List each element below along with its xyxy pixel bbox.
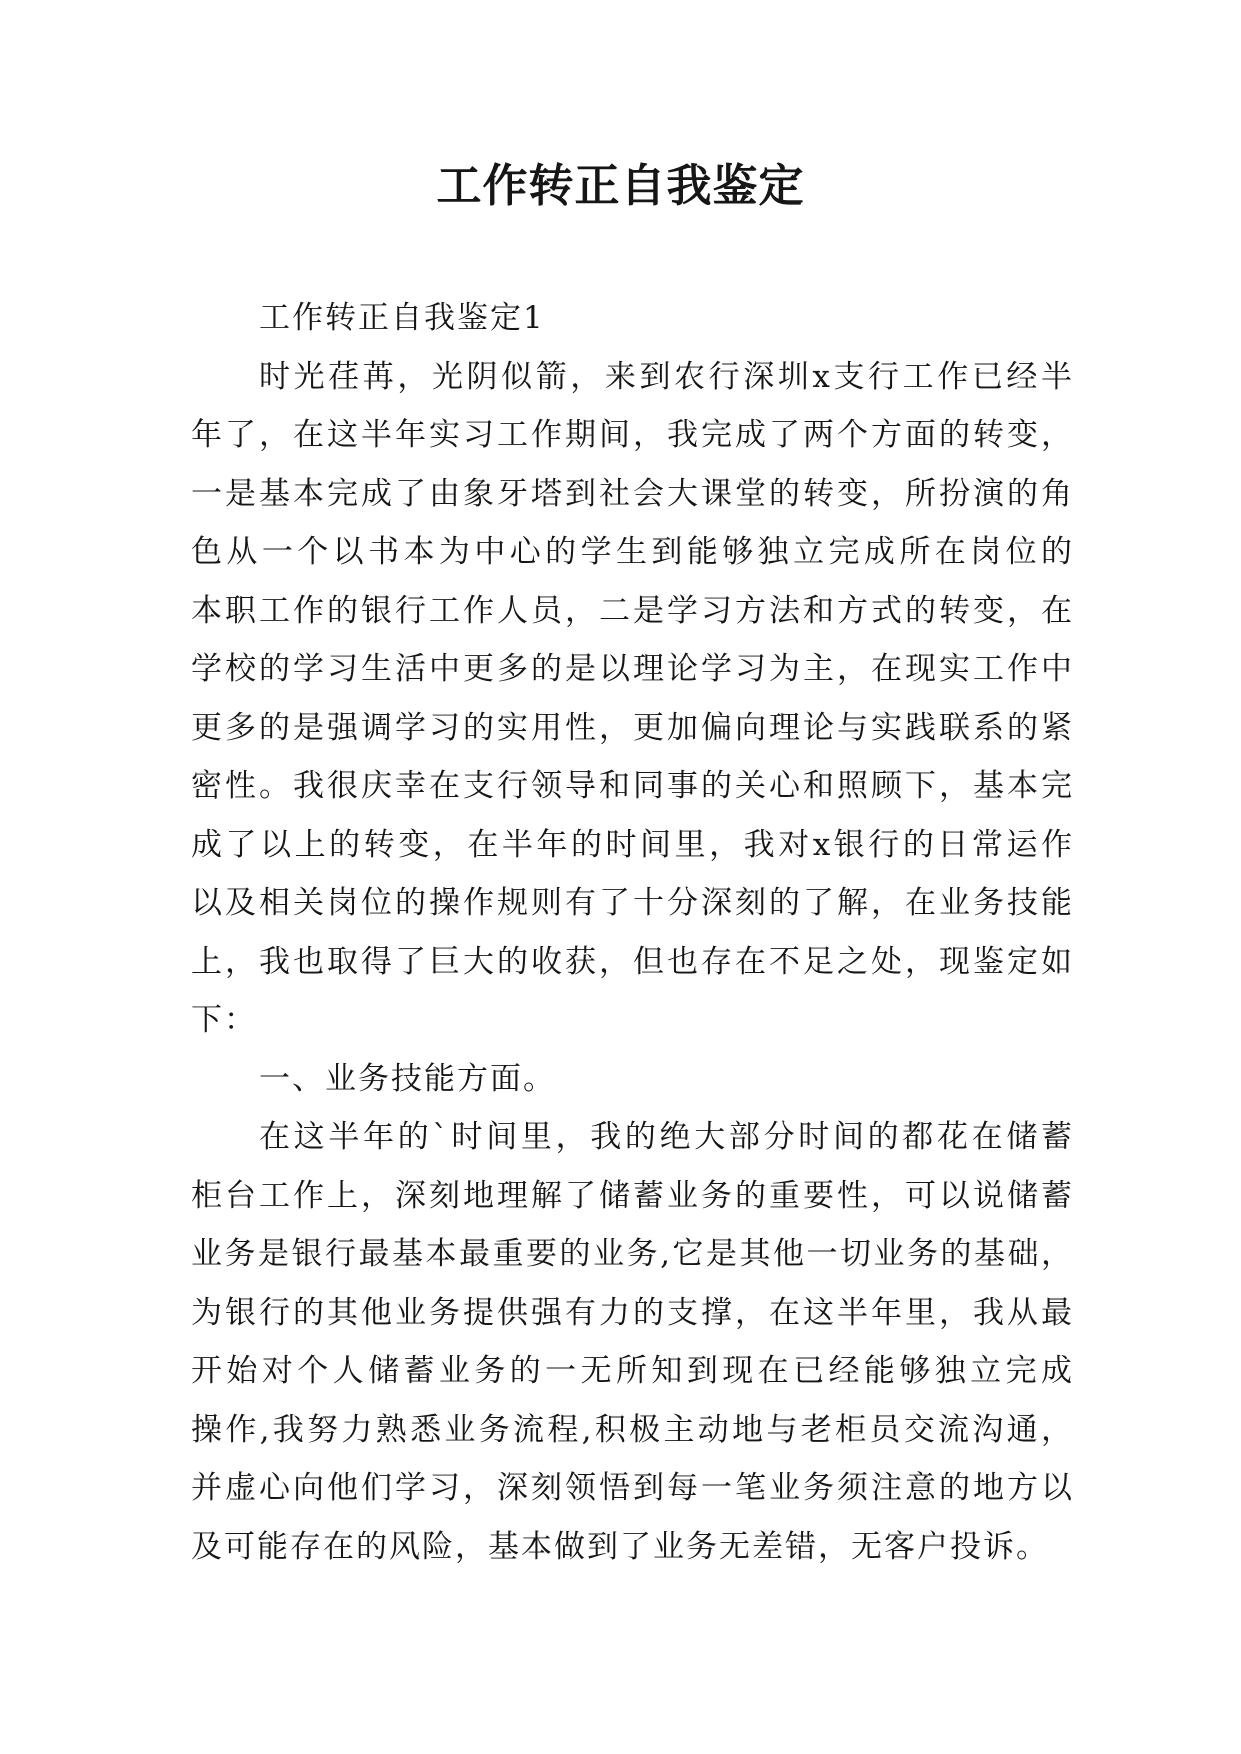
subtitle [191, 289, 1074, 348]
text-line: 色从一个以书本为中心的学生到能够独立完成所在岗位的 [191, 534, 1074, 570]
text-line: 成了以上的转变，在半年的时间里，我对x银行的日常运作 [191, 826, 1074, 863]
paragraph [191, 348, 1074, 1050]
text-line: 年了，在这半年实习工作期间，我完成了两个方面的转变， [191, 417, 1074, 453]
document-title: 工作转正自我鉴定 [436, 159, 805, 212]
text-line: 开始对个人储蓄业务的一无所知到现在已经能够独立完成 [191, 1353, 1074, 1389]
text-line: 学校的学习生活中更多的是以理论学习为主，在现实工作中 [191, 651, 1074, 687]
text-line: 下： [191, 1002, 257, 1038]
text-line: 时光荏苒，光阴似箭，来到农行深圳x支行工作已经半 [259, 358, 1074, 395]
text-line: 更多的是强调学习的实用性，更加偏向理论与实践联系的紧 [191, 709, 1074, 746]
paragraph [191, 1108, 1074, 1576]
text-line: 操作,我努力熟悉业务流程,积极主动地与老柜员交流沟通， [191, 1411, 1074, 1448]
text-line: 一是基本完成了由象牙塔到社会大课堂的转变，所扮演的角 [191, 475, 1074, 512]
text-line: 并虚心向他们学习，深刻领悟到每一笔业务须注意的地方以 [191, 1470, 1074, 1506]
text-line: 在这半年的`时间里，我的绝大部分时间的都花在储蓄 [259, 1119, 1074, 1155]
text-line: 柜台工作上，深刻地理解了储蓄业务的重要性，可以说储蓄 [191, 1177, 1074, 1214]
text-line: 一、业务技能方面。 [259, 1060, 556, 1097]
text-line: 工作转正自我鉴定1 [259, 300, 545, 336]
text-line: 业务是银行最基本最重要的业务,它是其他一切业务的基础， [191, 1236, 1074, 1272]
text-line: 上，我也取得了巨大的收获，但也存在不足之处，现鉴定如 [191, 943, 1074, 980]
section-heading [191, 1050, 1074, 1109]
text-line: 密性。我很庆幸在支行领导和同事的关心和照顾下，基本完 [191, 768, 1074, 804]
text-line: 及可能存在的风险，基本做到了业务无差错，无客户投诉。 [191, 1528, 1049, 1565]
text-line: 为银行的其他业务提供强有力的支撑，在这半年里，我从最 [191, 1294, 1074, 1331]
text-line: 本职工作的银行工作人员，二是学习方法和方式的转变，在 [191, 592, 1074, 629]
text-line: 以及相关岗位的操作规则有了十分深刻的了解，在业务技能 [191, 885, 1074, 921]
document-body [191, 289, 1074, 1576]
